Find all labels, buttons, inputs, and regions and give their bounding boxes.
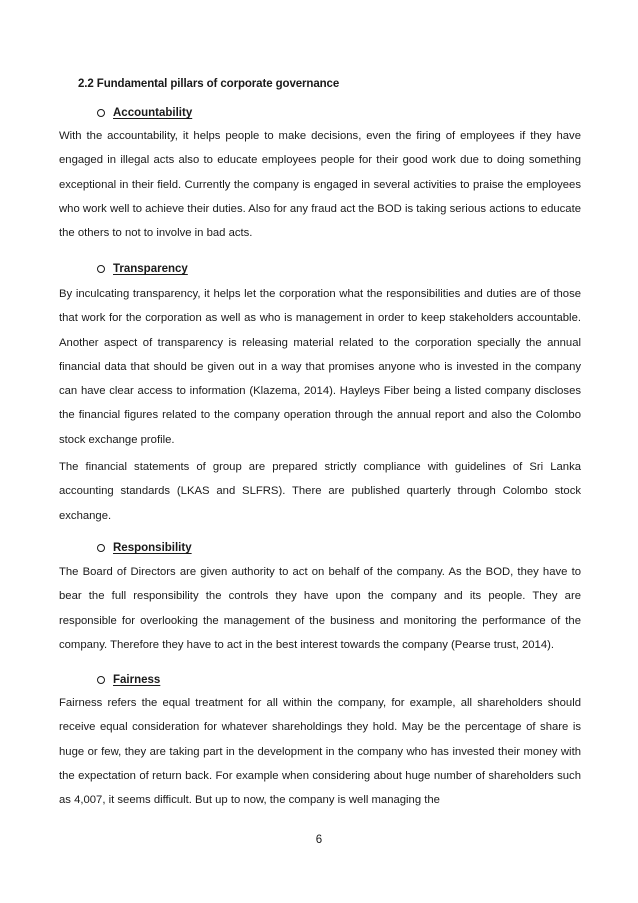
bullet-circle-icon — [97, 109, 105, 117]
accountability-paragraph: With the accountability, it helps people to make decisions, even the firing of employees if they have engaged in illegal acts also to educate employees people for their good work due to doing something exceptional in their field. Currently the company is engaged in several activities to praise the employees who work well to achieve their duties. Also for any fraud act the BOD is taking serious actions to educate the others to not to involve in bad acts. — [59, 130, 581, 240]
transparency-paragraph-1: By inculcating transparency, it helps let the corporation what the responsibilities and duties are of those that work for the corporation as well as who is management in order to keep stakeholders accountable. Another aspect of transparency is releasing material related to the corporation specially the annual financial data that should be given out in a way that promises anyone who is invested in the company can have clear access to information (Klazema, 2014). Hayleys Fiber being a listed company discloses the financial figures related to the company operation through the annual report and also the Colombo stock exchange profile. — [59, 288, 581, 446]
bullet-circle-icon — [97, 676, 105, 684]
page-number: 6 — [315, 834, 323, 846]
section-heading: 2.2 Fundamental pillars of corporate governance — [78, 78, 340, 90]
bullet-circle-icon — [97, 265, 105, 273]
responsibility-title: Responsibility — [113, 542, 192, 554]
fairness-heading — [97, 674, 160, 686]
bullet-circle-icon — [97, 544, 105, 552]
responsibility-paragraph: The Board of Directors are given authority to act on behalf of the company. As the BOD, they have to bear the full responsibility the controls they have upon the company and its people. They are responsible for overlooking the management of the business and monitoring the performance of the company. Therefore they have to act in the best interest towards the company (Pearse trust, 2014). — [59, 566, 581, 651]
fairness-paragraph: Fairness refers the equal treatment for all within the company, for example, all shareholders should receive equal consideration for whatever shareholdings they hold. May be the percentage of share is huge or few, they are taking part in the development in the company who has invested their money with the expectation of return back. For example when considering about huge number of shareholders such as 4,007, it seems difficult. But up to now, the company is well managing the — [59, 697, 581, 807]
transparency-heading — [97, 263, 188, 275]
accountability-title: Accountability — [113, 107, 193, 119]
responsibility-heading — [97, 542, 192, 554]
accountability-heading — [97, 107, 192, 119]
fairness-title: Fairness — [113, 674, 161, 686]
transparency-title: Transparency — [113, 263, 188, 275]
transparency-paragraph-2: The financial statements of group are prepared strictly compliance with guidelines of Sri Lanka accounting standards (LKAS and SLFRS). There are published quarterly through Colombo stock exchange. — [59, 461, 581, 522]
